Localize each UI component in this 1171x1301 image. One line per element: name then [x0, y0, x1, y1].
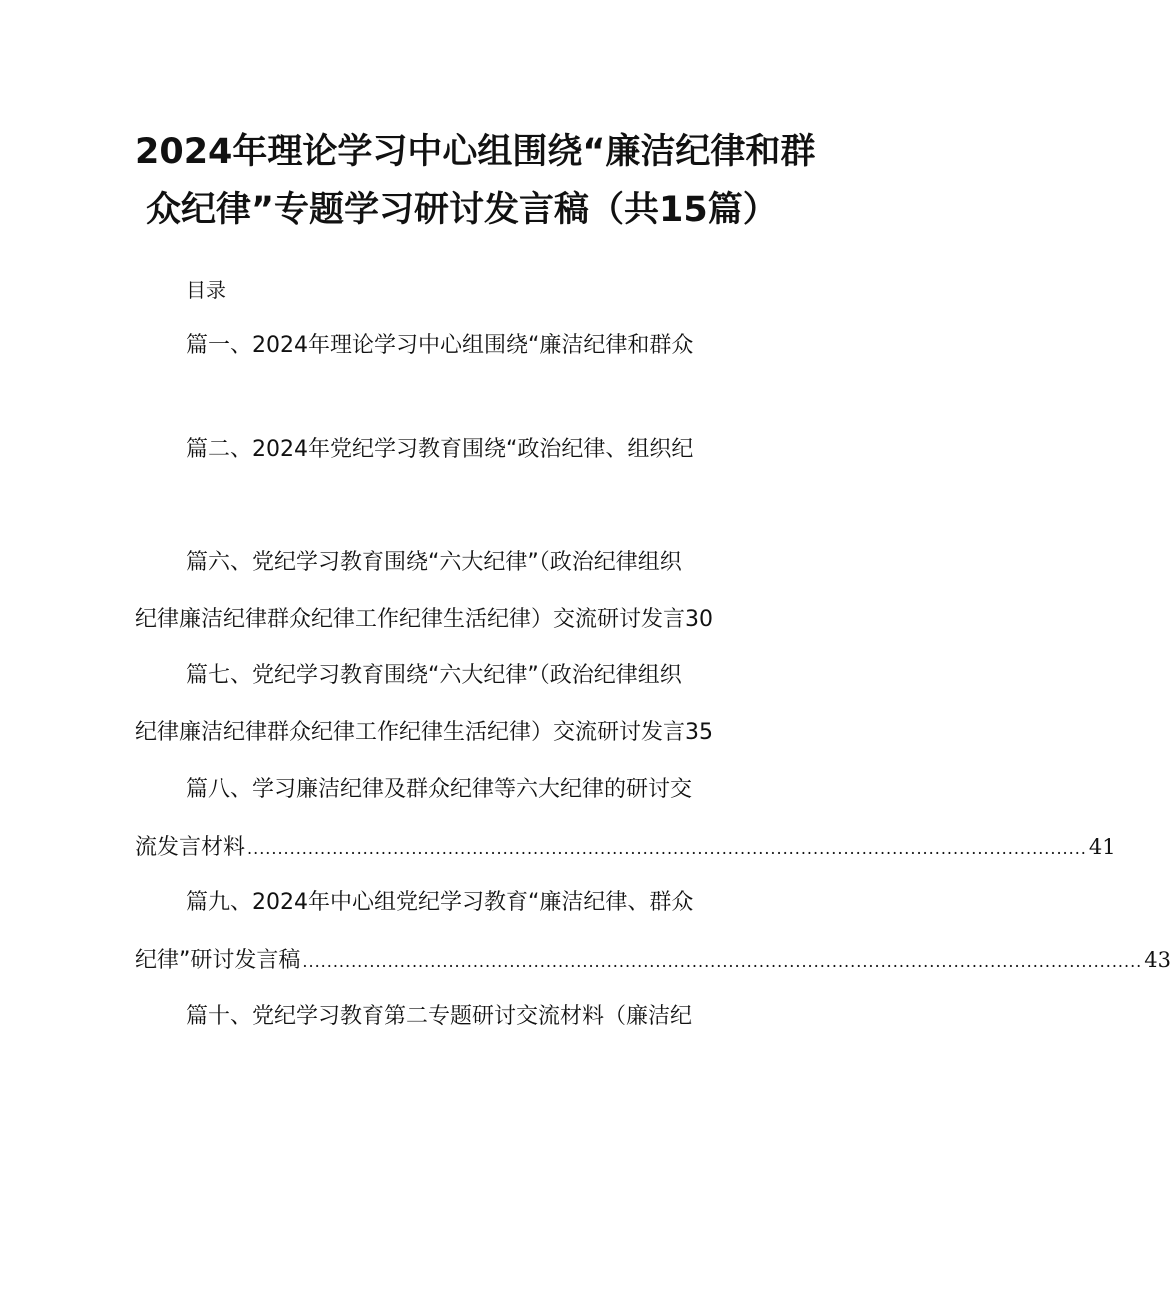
toc-entry-8-text: 流发言材料 — [135, 835, 246, 860]
document-title-line-2: 众纪律”专题学习研讨发言稿（共15篇） — [146, 190, 778, 230]
toc-entry-6-line-2[interactable]: 纪律廉洁纪律群众纪律工作纪律生活纪律）交流研讨发言30 — [135, 607, 713, 632]
toc-entry-10-line-1[interactable]: 篇十、党纪学习教育第二专题研讨交流材料（廉洁纪 — [186, 1004, 693, 1029]
toc-entry-7-line-1[interactable]: 篇七、党纪学习教育围绕“六大纪律”（政治纪律组织 — [186, 663, 682, 688]
toc-entry-1[interactable]: 篇一、2024年理论学习中心组围绕“廉洁纪律和群众 — [186, 333, 694, 358]
toc-entry-2[interactable]: 篇二、2024年党纪学习教育围绕“政治纪律、组织纪 — [186, 437, 694, 462]
toc-entry-8-line-1[interactable]: 篇八、学习廉洁纪律及群众纪律等六大纪律的研讨交 — [186, 777, 693, 802]
toc-entry-6-line-1[interactable]: 篇六、党纪学习教育围绕“六大纪律”（政治纪律组织 — [186, 550, 682, 575]
toc-entry-9-text: 纪律”研讨发言稿 — [135, 948, 301, 973]
toc-entry-9-line-1[interactable]: 篇九、2024年中心组党纪学习教育“廉洁纪律、群众 — [186, 890, 694, 915]
toc-entry-8-line-2[interactable] — [135, 832, 1116, 864]
toc-entry-8-page: 41 — [1088, 835, 1116, 859]
document-title-line-1: 2024年理论学习中心组围绕“廉洁纪律和群 — [135, 132, 816, 172]
dot-leader: .......................................................................................................................................... — [247, 839, 1087, 858]
toc-entry-9-line-2[interactable] — [135, 945, 1171, 977]
toc-entry-7-line-2[interactable]: 纪律廉洁纪律群众纪律工作纪律生活纪律）交流研讨发言35 — [135, 720, 713, 745]
toc-heading: 目录 — [186, 278, 226, 302]
toc-entry-9-page: 43 — [1144, 948, 1171, 972]
dot-leader: .......................................................................................................................................... — [302, 952, 1143, 971]
